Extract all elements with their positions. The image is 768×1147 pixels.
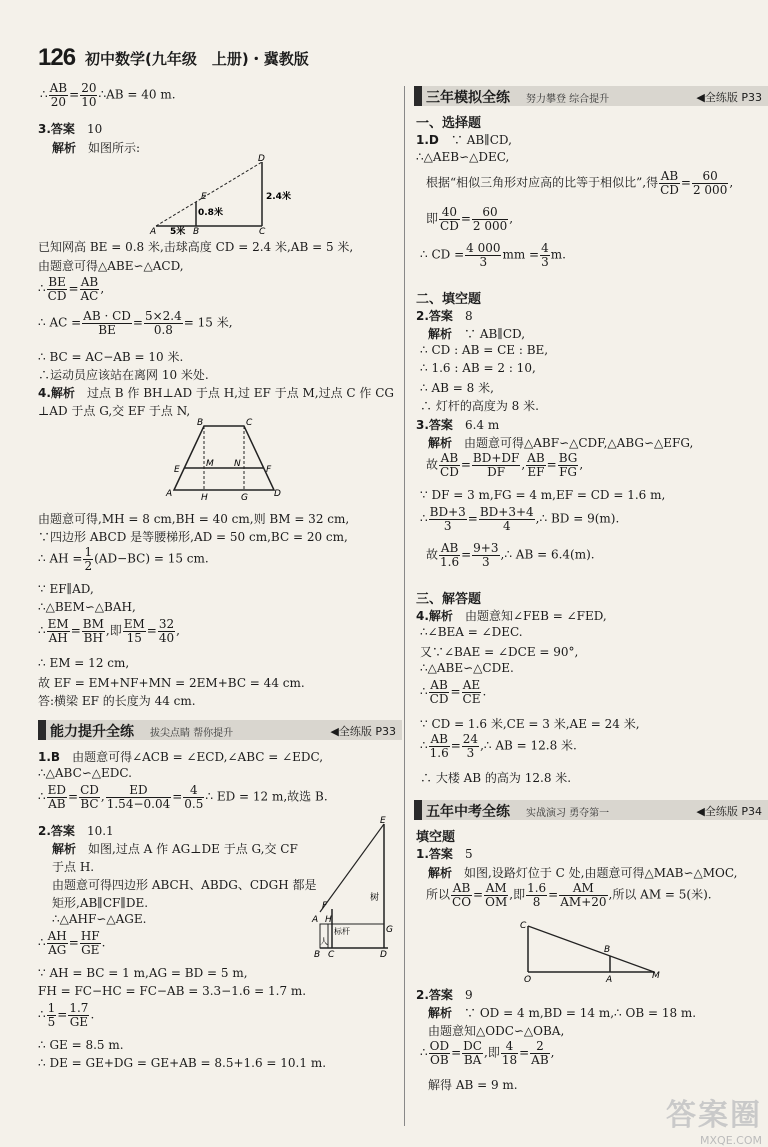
fig4-label-O: O bbox=[524, 975, 532, 985]
p2-text-1: 解析 如图,过点 A 作 AG⊥DE 于点 G,交 CF bbox=[52, 842, 298, 856]
q3-text-1: 已知网高 BE = 0.8 米,击球高度 CD = 2.4 米,AB = 5 米, bbox=[38, 240, 354, 254]
fig1-label-24: 2.4米 bbox=[266, 192, 291, 202]
fig1-label-5: 5米 bbox=[170, 227, 186, 237]
q4-text-2: ⊥AD 于点 G,交 EF 于点 N, bbox=[38, 404, 191, 418]
r2-text-1: 解析 ∵ AB∥CD, bbox=[428, 327, 526, 341]
q4-text-1: 4.解析 过点 B 作 BH⊥AD 于点 H,过 EF 于点 M,过点 C 作 CG bbox=[38, 386, 395, 400]
q4-text-7: ∴ EM = 12 cm, bbox=[38, 656, 130, 670]
streetlight-figure bbox=[518, 916, 668, 984]
fig2-label-C: C bbox=[246, 418, 253, 428]
fig2-label-E: E bbox=[174, 465, 180, 475]
fig2-label-H: H bbox=[201, 493, 208, 503]
section-fill: 二、填空题 bbox=[416, 292, 482, 307]
fig4-label-A: A bbox=[606, 975, 613, 985]
fig1-label-08: 0.8米 bbox=[198, 208, 223, 218]
q4-text-3: 由题意可得,MH = 8 cm,BH = 40 cm,则 BM = 32 cm, bbox=[38, 512, 350, 526]
fig4-label-M: M bbox=[652, 971, 660, 981]
r3-formula-1: 故 $\frac{AB}{CD}$ = $\frac{BD+DF}{DF}$ , $\frac{AB}{EF}$ = $\frac{BG}{FG}$ , bbox=[426, 451, 584, 479]
page-number: 126 bbox=[38, 44, 76, 71]
q3-text-2: 由题意可得△ABE∽△ACD, bbox=[38, 259, 184, 273]
left-line-1: ∴ $\frac{AB}{20}$ = $\frac{20}{10}$ ∴AB = 40 m. bbox=[40, 81, 176, 109]
p2-text-7: FH = FC−HC = FC−AB = 3.3−1.6 = 1.7 m. bbox=[38, 984, 307, 998]
r4-text-6: ∴ 大楼 AB 的高为 12.8 米. bbox=[420, 771, 572, 785]
page-header-title: 初中数学(九年级 上册)・冀教版 bbox=[85, 50, 309, 68]
r3-text-2: ∵ DF = 3 m,FG = 4 m,EF = CD = 1.6 m, bbox=[420, 488, 666, 502]
p2-text-5: ∴△AHF∽△AGE. bbox=[52, 912, 147, 926]
column-divider bbox=[404, 86, 405, 1126]
q4-formula-1: ∴ AH = $\frac{1}{2}$ (AD−BC) = 15 cm. bbox=[38, 545, 209, 573]
section-solve: 三、解答题 bbox=[416, 592, 482, 607]
fig1-label-D: D bbox=[258, 154, 265, 164]
fig3-label-H: H bbox=[325, 915, 332, 925]
p2-text-2: 于点 H. bbox=[52, 860, 95, 874]
r3-formula-2: ∴ $\frac{BD+3}{3}$ = $\frac{BD+3+4}{4}$ ,∴ BD = 9(m). bbox=[420, 505, 620, 533]
fig3-label-pole: 标杆 bbox=[334, 927, 350, 936]
p1-text-1: 1.B 由题意可得∠ACB = ∠ECD,∠ABC = ∠EDC, bbox=[38, 750, 324, 764]
r4-text-3: 又∵∠BAE = ∠DCE = 90°, bbox=[420, 645, 579, 659]
r4-text-2: ∴∠BEA = ∠DEC. bbox=[420, 625, 523, 639]
fig3-label-F: F bbox=[322, 901, 328, 911]
fig3-label-D: D bbox=[380, 950, 387, 960]
r1-text-2: ∴△AEB∽△DEC, bbox=[416, 150, 510, 164]
q3-text-3: ∴ BC = AC−AB = 10 米. bbox=[38, 350, 184, 364]
watermark: 答案圈 MXQE.COM bbox=[666, 1098, 762, 1147]
q3-text-4: ∴运动员应该站在离网 10 米处. bbox=[38, 368, 209, 382]
fig1-label-A: A bbox=[150, 227, 157, 237]
r2-text-2: ∴ CD : AB = CE : BE, bbox=[420, 343, 549, 357]
fig3-label-E: E bbox=[380, 816, 386, 826]
q3-answer: 3.答案 10 bbox=[38, 122, 103, 136]
p2-text-6: ∵ AH = BC = 1 m,AG = BD = 5 m, bbox=[38, 966, 248, 980]
fig3-label-G: G bbox=[386, 925, 393, 935]
section-banner-three-year: 三年模拟全练 努力攀登 综合提升 ◀全练版 P33 bbox=[414, 86, 768, 106]
fig1-label-C: C bbox=[259, 227, 266, 237]
q4-text-6: ∴△BEM∽△BAH, bbox=[38, 600, 136, 614]
r4-text-4: ∴△ABE∽△CDE. bbox=[420, 661, 514, 675]
r4-formula-2: ∴ $\frac{AB}{1.6}$ = $\frac{24}{3}$ ,∴ AB = 12.8 米. bbox=[420, 732, 577, 760]
r1-text-3: 根据“相似三角形对应高的比等于相似比”,得 $\frac{AB}{CD}$ = $\frac{60}{2 000}$ , bbox=[426, 169, 734, 197]
p1-formula: ∴ $\frac{ED}{AB}$ = $\frac{CD}{BC}$ , $\frac{ED}{1.54-0.04}$ = $\frac{4}{0.5}$ ∴ ED = 12 m,故选 B. bbox=[38, 783, 328, 811]
r2-text-4: ∴ AB = 8 米, bbox=[420, 381, 494, 395]
tennis-figure bbox=[148, 152, 291, 237]
q4-text-8: 故 EF = EM+NF+MN = 2EM+BC = 44 cm. bbox=[38, 676, 305, 690]
fig3-label-B: B bbox=[314, 950, 321, 960]
r4-text-5: ∵ CD = 1.6 米,CE = 3 米,AE = 24 米, bbox=[420, 717, 640, 731]
p2-text-8: ∴ GE = 8.5 m. bbox=[38, 1038, 124, 1052]
z2-answer: 2.答案 9 bbox=[416, 988, 473, 1002]
q4-formula-2: ∴ $\frac{EM}{AH}$ = $\frac{BM}{BH}$ ,即 $\frac{EM}{15}$ = $\frac{32}{40}$ , bbox=[38, 617, 180, 645]
z2-formula: ∴ $\frac{OD}{OB}$ = $\frac{DC}{BA}$ ,即 $\frac{4}{18}$ = $\frac{2}{AB}$ , bbox=[420, 1039, 555, 1067]
fig2-label-M: M bbox=[206, 459, 214, 469]
r1-formula-3: ∴ CD = $\frac{4 000}{3}$ mm = $\frac{4}{3}$ m. bbox=[420, 241, 566, 269]
fig2-label-N: N bbox=[234, 459, 241, 469]
p1-text-2: ∴△ABC∽△EDC. bbox=[38, 766, 132, 780]
r1-text-1: 1.D ∵ AB∥CD, bbox=[416, 133, 512, 147]
fig3-label-tree: 树 bbox=[370, 893, 380, 903]
q4-text-9: 答:横梁 EF 的长度为 44 cm. bbox=[38, 694, 196, 708]
p2-formula-1: ∴ $\frac{AH}{AG}$ = $\frac{HF}{GE}$ . bbox=[38, 929, 106, 957]
fig4-label-C: C bbox=[520, 921, 527, 931]
q3-analysis: 解析 如图所示: bbox=[52, 141, 141, 155]
r2-answer: 2.答案 8 bbox=[416, 309, 473, 323]
r3-text-1: 解析 由题意可得△ABF∽△CDF,△ABG∽△EFG, bbox=[428, 436, 694, 450]
r2-text-5: ∴ 灯杆的高度为 8 米. bbox=[420, 399, 539, 413]
fig4-label-B: B bbox=[604, 945, 611, 955]
tree-figure bbox=[308, 814, 394, 960]
fig1-label-B: B bbox=[193, 227, 200, 237]
r3-formula-3: 故 $\frac{AB}{1.6}$ = $\frac{9+3}{3}$ ,∴ AB = 6.4(m). bbox=[426, 541, 595, 569]
p2-text-9: ∴ DE = GE+DG = GE+AB = 8.5+1.6 = 10.1 m. bbox=[38, 1056, 327, 1070]
section-banner-ability: 能力提升全练 拔尖点睛 帮你提升 ◀全练版 P33 bbox=[38, 720, 402, 740]
fig2-label-F: F bbox=[266, 465, 272, 475]
r3-answer: 3.答案 6.4 m bbox=[416, 418, 500, 432]
r2-text-3: ∴ 1.6 : AB = 2 : 10, bbox=[420, 361, 536, 375]
section-choice: 一、选择题 bbox=[416, 116, 482, 131]
z2-text-3: 解得 AB = 9 m. bbox=[428, 1078, 518, 1092]
fig1-label-E: E bbox=[201, 192, 207, 202]
q4-text-4: ∵四边形 ABCD 是等腰梯形,AD = 50 cm,BC = 20 cm, bbox=[38, 530, 348, 544]
fig2-label-D: D bbox=[274, 489, 281, 499]
fig3-label-A: A bbox=[312, 915, 319, 925]
r4-formula-1: ∴ $\frac{AB}{CD}$ = $\frac{AE}{CE}$ . bbox=[420, 678, 487, 706]
z2-text-1: 解析 ∵ OD = 4 m,BD = 14 m,∴ OB = 18 m. bbox=[428, 1006, 697, 1020]
r4-text-1: 4.解析 由题意知∠FEB = ∠FED, bbox=[416, 609, 607, 623]
z2-text-2: 由题意知△ODC∽△OBA, bbox=[428, 1024, 565, 1038]
p2-text-3: 由题意可得四边形 ABCH、ABDG、CDGH 都是 bbox=[52, 878, 317, 892]
trapezoid-figure bbox=[164, 416, 284, 503]
q3-formula-2: ∴ AC = $\frac{AB \cdot CD}{BE}$ = $\frac{5\times 2.4}{0.8}$ = 15 米, bbox=[38, 309, 233, 337]
p2-answer: 2.答案 10.1 bbox=[38, 824, 114, 838]
q3-formula-1: ∴ $\frac{BE}{CD}$ = $\frac{AB}{AC}$ , bbox=[38, 275, 105, 303]
z1-formula: 所以 $\frac{AB}{CO}$ = $\frac{AM}{OM}$ ,即 $\frac{1.6}{8}$ = $\frac{AM}{AM+20}$ ,所以 AM = 5(米). bbox=[426, 881, 712, 909]
section-banner-five-year: 五年中考全练 实战演习 勇夺第一 ◀全练版 P34 bbox=[414, 800, 768, 820]
z1-answer: 1.答案 5 bbox=[416, 847, 473, 861]
fig2-label-A: A bbox=[166, 489, 173, 499]
fig3-label-C: C bbox=[328, 950, 335, 960]
p2-formula-2: ∴ $\frac{1}{5}$ = $\frac{1.7}{GE}$ . bbox=[38, 1001, 95, 1029]
q4-text-5: ∵ EF∥AD, bbox=[38, 582, 94, 596]
z1-text-1: 解析 如图,设路灯位于 C 处,由题意可得△MAB∽△MOC, bbox=[428, 866, 738, 880]
section-fill-2: 填空题 bbox=[416, 830, 456, 845]
fig3-label-man: 人 bbox=[320, 937, 328, 946]
fig2-label-B: B bbox=[197, 418, 204, 428]
p2-text-4: 矩形,AB∥CF∥DE. bbox=[52, 896, 149, 910]
r1-formula-2: 即 $\frac{40}{CD}$ = $\frac{60}{2 000}$ , bbox=[426, 205, 514, 233]
fig2-label-G: G bbox=[241, 493, 248, 503]
